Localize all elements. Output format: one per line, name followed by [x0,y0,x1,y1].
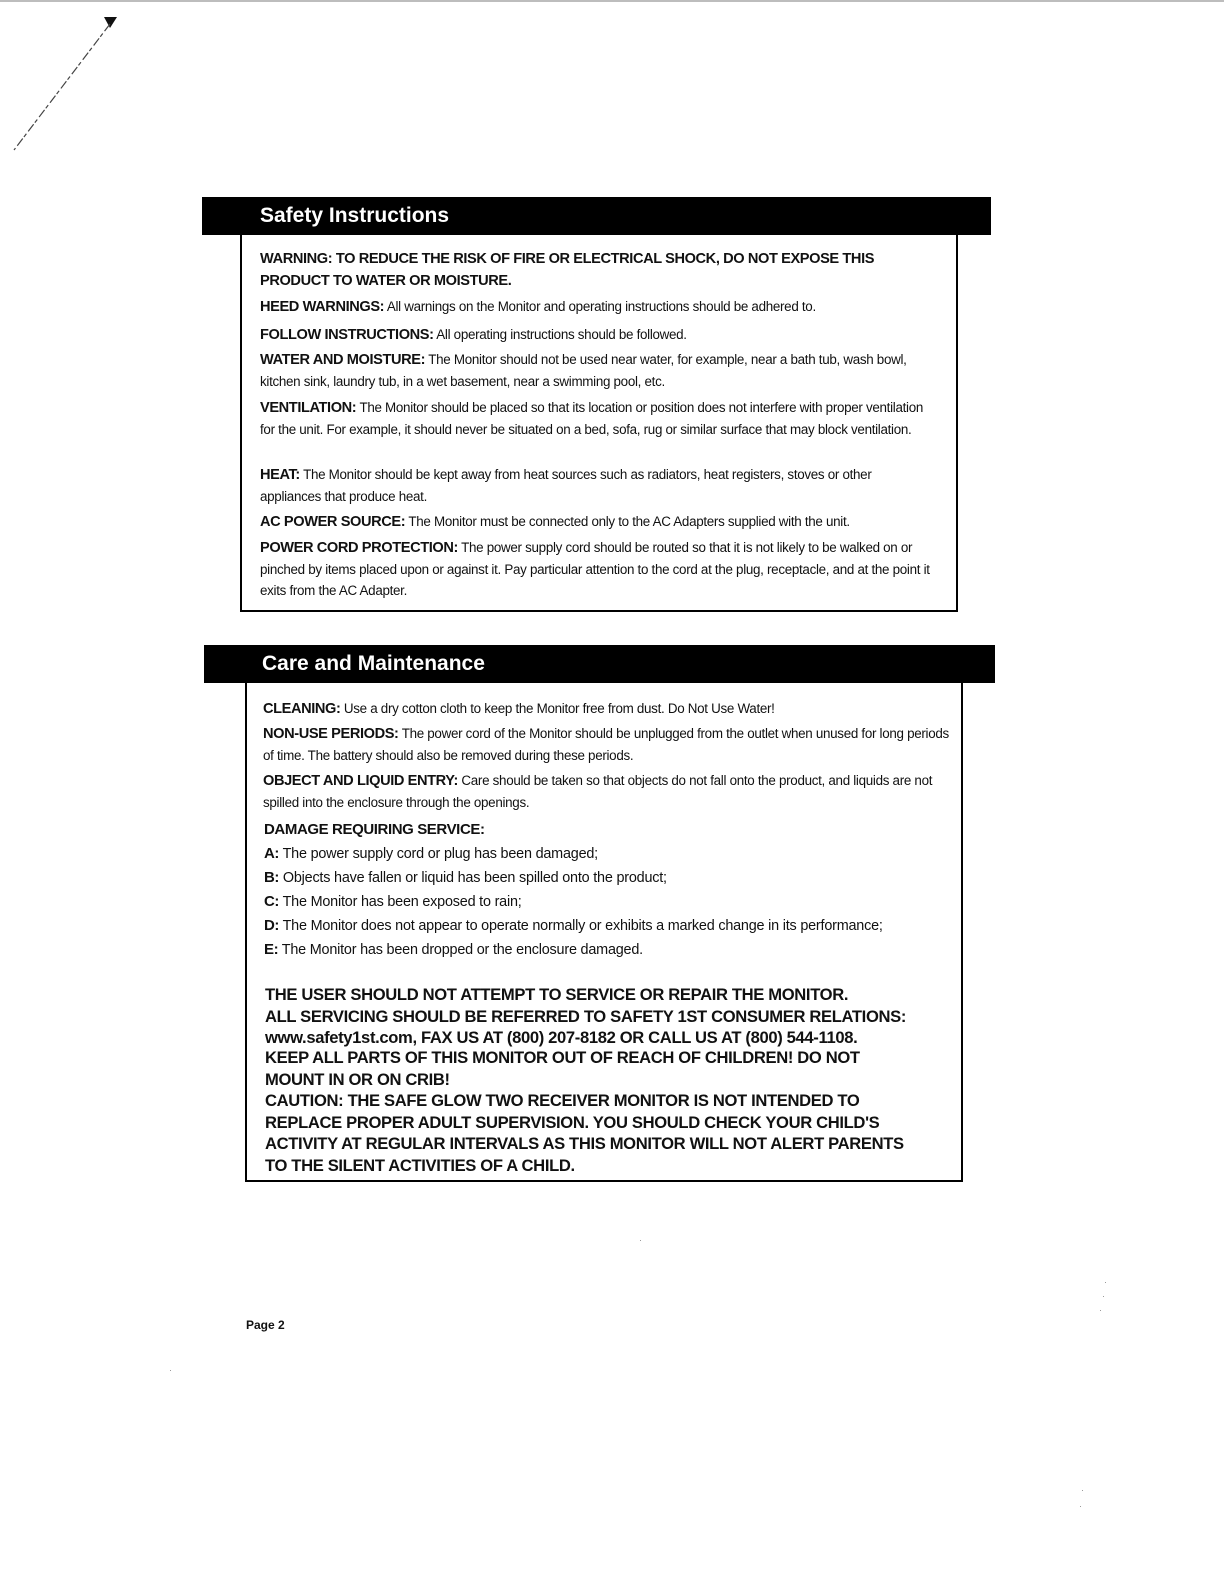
damage-item-b: B: Objects have fallen or liquid has been spilled onto the product; [264,869,667,886]
keep-away-notice: KEEP ALL PARTS OF THIS MONITOR OUT OF REACH OF CHILDREN! DO NOT MOUNT IN OR ON CRIB! [265,1048,860,1089]
safety-header [202,197,991,235]
follow-instructions-paragraph: FOLLOW INSTRUCTIONS: All operating instructions should be followed. [260,327,687,343]
ac-power-paragraph: AC POWER SOURCE: The Monitor must be connected only to the AC Adapters supplied with the unit. [260,514,850,530]
page-number: Page 2 [246,1318,285,1332]
ventilation-paragraph: VENTILATION: The Monitor should be placed so that its location or position does not interfere with proper ventilation for the unit. For example, it should never be situated on a bed, sofa, rug or similar surface that may block ventilation. [260,400,923,437]
safety-title: Safety Instructions [260,204,450,227]
object-liquid-paragraph: OBJECT AND LIQUID ENTRY: Care should be taken so that objects do not fall onto the product, and liquids are not spilled into the enclosure through the openings. [263,773,933,810]
scan-top-edge [0,0,1224,2]
cleaning-paragraph: CLEANING: Use a dry cotton cloth to keep the Monitor free from dust. Do Not Use Water! [263,701,775,717]
caution-notice: CAUTION: THE SAFE GLOW TWO RECEIVER MONITOR IS NOT INTENDED TO REPLACE PROPER ADULT SUPERVISION. YOU SHOULD CHECK YOUR CHILD'S ACTIVITY AT REGULAR INTERVALS AS THIS MONITOR WILL NOT ALERT PARENTS TO THE SILENT ACTIVITIES OF A CHILD. [265,1091,904,1175]
warning-label: WARNING: TO REDUCE THE RISK OF FIRE OR ELECTRICAL SHOCK, DO NOT EXPOSE THIS PRODUCT TO WATER OR MOISTURE. [260,251,875,289]
heed-warnings-paragraph: HEED WARNINGS: All warnings on the Monitor and operating instructions should be adhered to. [260,299,816,315]
scan-speck [1105,1282,1106,1283]
damage-heading: DAMAGE REQUIRING SERVICE: [264,821,485,838]
damage-item-c: C: The Monitor has been exposed to rain; [264,893,522,910]
care-title: Care and Maintenance [262,652,485,675]
heat-paragraph: HEAT: The Monitor should be kept away from heat sources such as radiators, heat registers, stoves or other appliances that produce heat. [260,467,872,504]
warning-paragraph [260,248,900,292]
damage-item-e: E: The Monitor has been dropped or the enclosure damaged. [264,941,643,958]
scan-speck [170,1370,171,1371]
scan-speck [1103,1296,1104,1297]
non-use-paragraph: NON-USE PERIODS: The power cord of the Monitor should be unplugged from the outlet when unused for long periods of time. The battery should also be removed during these periods. [263,726,949,763]
service-notice: THE USER SHOULD NOT ATTEMPT TO SERVICE OR REPAIR THE MONITOR. ALL SERVICING SHOULD BE REFERRED TO SAFETY 1ST CONSUMER RELATIONS: www.safety1st.com, FAX US AT (800) 207-8182 OR CALL US AT (800) 544-1108. [265,985,907,1047]
damage-item-d: D: The Monitor does not appear to operate normally or exhibits a marked change in its performance; [264,917,883,934]
power-cord-paragraph: POWER CORD PROTECTION: The power supply cord should be routed so that it is not likely to be walked on or pinched by items placed upon or against it. Pay particular attention to the cord at the plug, receptacle, and at the point it exits from the AC Adapter. [260,540,930,598]
pen-mark-icon [0,0,130,160]
scan-speck [1080,1506,1081,1507]
scan-speck [640,1240,641,1241]
care-header [204,645,995,683]
water-moisture-paragraph: WATER AND MOISTURE: The Monitor should not be used near water, for example, near a bath tub, wash bowl, kitchen sink, laundry tub, in a wet basement, near a swimming pool, etc. [260,352,907,389]
scan-speck [1082,1490,1083,1491]
scan-speck [1100,1310,1101,1311]
damage-item-a: A: The power supply cord or plug has been damaged; [264,845,598,862]
